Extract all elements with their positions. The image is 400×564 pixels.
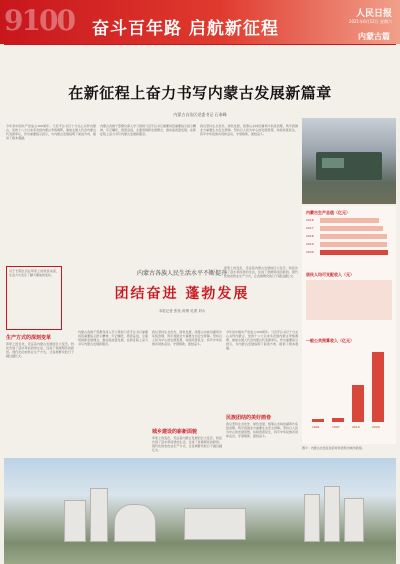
chart-title-income: 居民人均可支配收入（元） — [306, 272, 354, 277]
infographic-panel — [302, 206, 396, 444]
lower-column-4: 今年是中国共产党成立100周年。习近平总书记十分关心关怀内蒙古，党的十八大以来多次到内蒙古考察调研，参加全国人代会内蒙古代表团审议，作出重要指示批示，为内蒙古发展指明了前进方向、提供了根本遵循。 — [226, 330, 298, 350]
revenue-bar — [352, 385, 364, 422]
sub-article-column-right: 草原上的变化，见证着内蒙古发展的巨大变迁。牧民告别了逐水草而居的生活，住进了宽敞明亮的新居。现代化的农牧业生产方式，让各族群众的日子越过越红火。 — [224, 266, 298, 278]
sub-article-byline: 本报记者 张枨 蒋博 吴勇 刘永 — [158, 309, 206, 313]
section-heading-3: 民族团结的美好画卷 — [226, 415, 272, 421]
revenue-year-label: 2010 — [352, 425, 360, 429]
revenue-year-label: 1997 — [332, 425, 340, 429]
photo-caption: 图①：内蒙古自治区首府呼和浩特市城市新貌。 — [302, 446, 365, 450]
page-info: 2021年6月12日 星期六 — [348, 19, 392, 24]
article-column-3: 我们坚持生态优先、绿色发展，统筹山水林田湖草沙系统治理，筑牢我国北方重要生态安全屏障。坚持以人民为中心的发展思想，持续改善民生，铸牢中华民族共同体意识，守望相助，团结奋斗。 — [200, 124, 298, 136]
gdp-year-label: 2018 — [306, 234, 314, 238]
pull-quote-box: 对于长期生活在草原上的牧民来说，生活方式发生了翻天覆地的变化。 — [6, 266, 62, 330]
building — [114, 504, 156, 542]
gdp-year-label: 2017 — [306, 226, 314, 230]
gdp-chart — [306, 218, 392, 260]
revenue-bar — [332, 418, 344, 422]
building — [344, 498, 364, 542]
lower-column-4b: 我们坚持生态优先、绿色发展，统筹山水林田湖草沙系统治理，筑牢我国北方重要生态安全屏障。坚持以人民为中心的发展思想，持续改善民生，铸牢中华民族共同体意识，守望相助，团结奋斗。 — [226, 422, 298, 438]
revenue-chart — [306, 346, 392, 430]
lower-column-3b: 草原上的变化，见证着内蒙古发展的巨大变迁。牧民告别了逐水草而居的生活，住进了宽敞明亮的新居。现代化的农牧业生产方式，让各族群众的日子越过越红火。 — [152, 436, 222, 452]
sub-article-kicker: 内蒙古各族人民生活水平不断提升 — [136, 270, 227, 277]
building — [64, 500, 86, 542]
building — [90, 488, 108, 542]
divider — [4, 44, 396, 45]
lower-column-2: 内蒙古各族干部群众深入学习贯彻习近平总书记重要讲话重要指示批示精神，牢记嘱托，感恩奋进，全面贯彻新发展理念，推动高质量发展，在新征程上奋力书写内蒙古发展新篇章。 — [78, 330, 148, 346]
gdp-year-label: 2019 — [306, 242, 314, 246]
byline: 内蒙古自治区党委书记 石泰峰 — [173, 112, 227, 117]
revenue-bar — [312, 419, 324, 422]
gdp-bar — [320, 218, 379, 223]
chart-title-revenue: 一般公共预算收入（亿元） — [306, 338, 354, 343]
gdp-bar — [320, 250, 388, 255]
section-heading-2: 城乡建设的崭新面貌 — [152, 429, 198, 435]
article-column-1: 今年是中国共产党成立100周年。习近平总书记十分关心关怀内蒙古，党的十八大以来多次到内蒙古考察调研，参加全国人代会内蒙古代表团审议，作出重要指示批示，为内蒙古发展指明了前进方向、提供了根本遵循。 — [6, 124, 96, 140]
train-window — [322, 158, 344, 168]
building — [304, 494, 320, 542]
masthead: 人民日报 — [355, 9, 392, 19]
building — [324, 486, 340, 542]
lower-column-1: 草原上的变化，见证着内蒙古发展的巨大变迁。牧民告别了逐水草而居的生活，住进了宽敞明亮的新居。现代化的农牧业生产方式，让各族群众的日子越过越红火。 — [6, 342, 74, 358]
page-title: 在新征程上奋力书写内蒙古发展新篇章 — [68, 84, 332, 102]
chart-title-gdp: 内蒙古生产总值（亿元） — [306, 210, 350, 215]
anniversary-logo: 9100 — [4, 4, 74, 37]
sub-article-title: 团结奋进 蓬勃发展 — [114, 286, 250, 302]
banner-title: 奋斗百年路 启航新征程 — [92, 19, 279, 39]
revenue-bar — [372, 352, 384, 422]
city-panorama-photo — [4, 458, 396, 564]
lower-column-3: 我们坚持生态优先、绿色发展，统筹山水林田湖草沙系统治理，筑牢我国北方重要生态安全屏障。坚持以人民为中心的发展思想，持续改善民生，铸牢中华民族共同体意识，守望相助，团结奋斗。 — [152, 330, 222, 346]
gdp-bar — [320, 226, 383, 231]
article-column-2: 内蒙古各族干部群众深入学习贯彻习近平总书记重要讲话重要指示批示精神，牢记嘱托，感恩奋进，全面贯彻新发展理念，推动高质量发展，在新征程上奋力书写内蒙古发展新篇章。 — [100, 124, 196, 136]
gdp-bar — [320, 242, 387, 247]
gdp-year-label: 2020 — [306, 250, 314, 254]
region-label: 内蒙古篇 — [358, 32, 390, 41]
income-chart-area — [306, 280, 392, 320]
section-heading-1: 生产方式的深刻变革 — [6, 335, 52, 341]
gdp-bar — [320, 234, 387, 239]
gdp-year-label: 2016 — [306, 218, 314, 222]
revenue-year-label: 1991 — [312, 425, 320, 429]
building — [184, 508, 246, 540]
revenue-year-label: 2020 — [372, 425, 380, 429]
